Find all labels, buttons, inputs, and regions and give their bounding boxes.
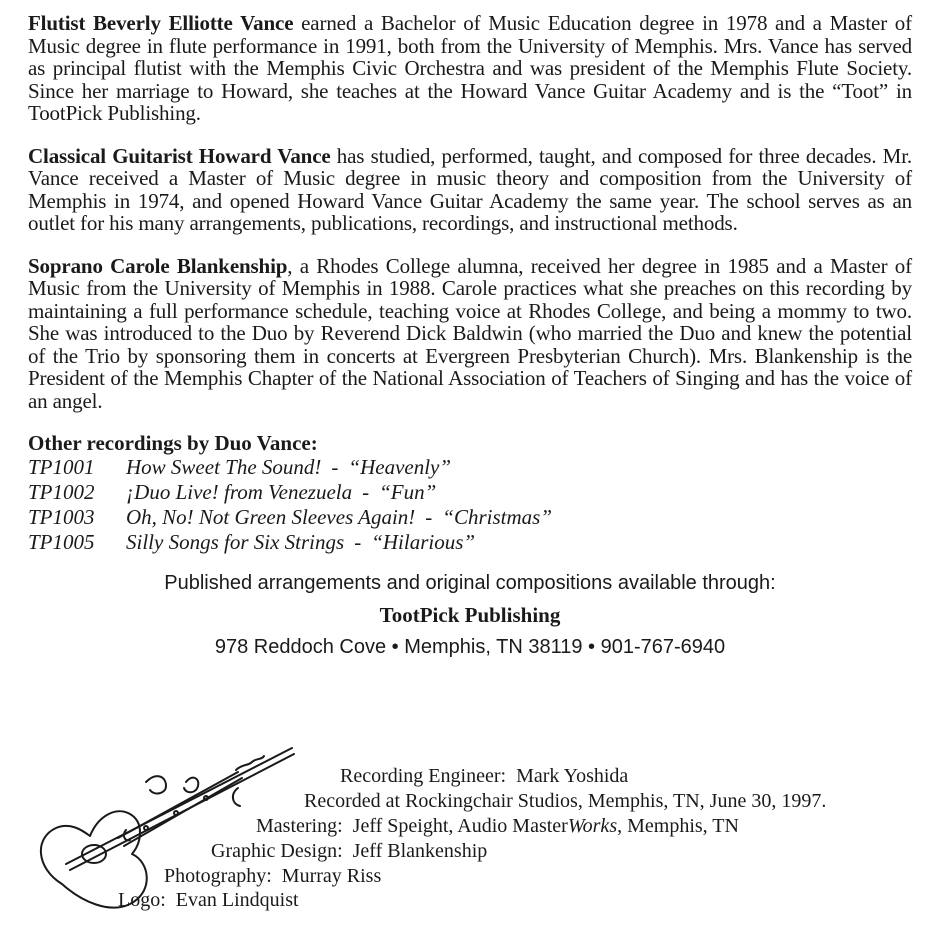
credit-label: Recording Engineer: [340,765,507,787]
bio-name: Classical Guitarist Howard Vance [28,143,331,168]
bio-text: earned a Bachelor of Music Education degree in 1978 and a Master of Music degree in flute performance in 1991, both from the University of Memphis. Mrs. Vance has served as principal flutist with the Memphis Civic Orchestra and was president of the Memphis Flute Society. Since her marriage to Howard, she teaches at the Howard Vance Guitar Academy and is the “Toot” in TootPick Publishing. [28,11,912,125]
recording-item [28,505,912,530]
recording-separator: - [354,530,362,554]
recording-tag: “Hilarious” [371,530,476,554]
credit-text: Recorded at Rockingchair Studios, Memphis, TN, June 30, 1997. [304,790,827,812]
publisher-address: 978 Reddoch Cove • Memphis, TN 38119 • 901-767-6940 [214,636,726,658]
bio-carole-blankenship [28,255,912,413]
recording-title: How Sweet The Sound! [126,455,322,479]
bio-howard-vance [28,145,912,235]
credit-name-suffix: , Memphis, TN [617,815,739,837]
credit-mastering [256,814,739,838]
recording-code: TP1003 [28,505,95,529]
credit-recorded-at [304,789,826,813]
bio-name: Soprano Carole Blankenship [28,253,288,278]
recording-code: TP1002 [28,480,95,504]
publisher-name: TootPick Publishing [379,603,561,627]
credit-label: Photography: [164,865,272,887]
recording-code: TP1005 [28,530,95,554]
guitar-and-flute-logo [26,742,326,922]
recording-code: TP1001 [28,455,95,479]
recording-tag: “Fun” [379,480,437,504]
credit-name: Jeff Blankenship [352,840,488,862]
credit-recording-engineer [340,764,628,788]
bio-text: , a Rhodes College alumna, received her degree in 1985 and a Master of Music from the University of Memphis in 1988. Carole practices what she preaches on this recording by maintaining a full performance schedule, teaching voice at Rhodes College, and being a mommy to two. She was introduced to the Duo by Reverend Dick Baldwin (who married the Duo and knew the potential of the Trio by sponsoring them in concerts at Evergreen Presbyterian Church). Mrs. Blankenship is the President of the Memphis Chapter of the National Association of Teachers of Singing and has the voice of an angel. [28,253,912,413]
recording-title: Silly Songs for Six Strings [126,530,345,554]
recording-separator: - [362,480,370,504]
credit-label: Mastering: [256,815,343,837]
bio-beverly-vance [28,12,912,125]
liner-notes-page [28,12,912,663]
bio-text: has studied, performed, taught, and composed for three decades. Mr. Vance received a Master of Music degree in music theory and composition from the University of Memphis in 1974, and opened Howard Vance Guitar Academy the same year. The school serves as an outlet for his many arrangements, publications, recordings, and instructional methods. [28,143,912,235]
bio-name: Flutist Beverly Elliotte Vance [28,11,294,35]
recording-tag: “Heavenly” [348,455,452,479]
credit-label: Logo: [118,889,166,911]
recording-item [28,455,912,480]
credit-name: Jeff Speight, Audio Master [352,815,568,837]
recording-item [28,530,912,555]
recording-tag: “Christmas” [442,505,552,529]
recording-separator: - [331,455,339,479]
credit-label: Graphic Design: [211,840,343,862]
credit-name: Mark Yoshida [516,765,629,787]
credit-name: Murray Riss [281,865,382,887]
credit-name-italic: Works [567,815,618,837]
credit-name: Evan Lindquist [175,889,299,911]
recordings-heading: Other recordings by Duo Vance: [28,431,318,455]
recording-separator: - [425,505,433,529]
publisher-intro: Published arrangements and original compositions available through: [164,572,776,594]
recordings-list [28,455,912,555]
recording-item [28,480,912,505]
recording-title: ¡Duo Live! from Venezuela [126,480,353,504]
publisher-block [28,567,912,663]
recording-title: Oh, No! Not Green Sleeves Again! [126,505,416,529]
